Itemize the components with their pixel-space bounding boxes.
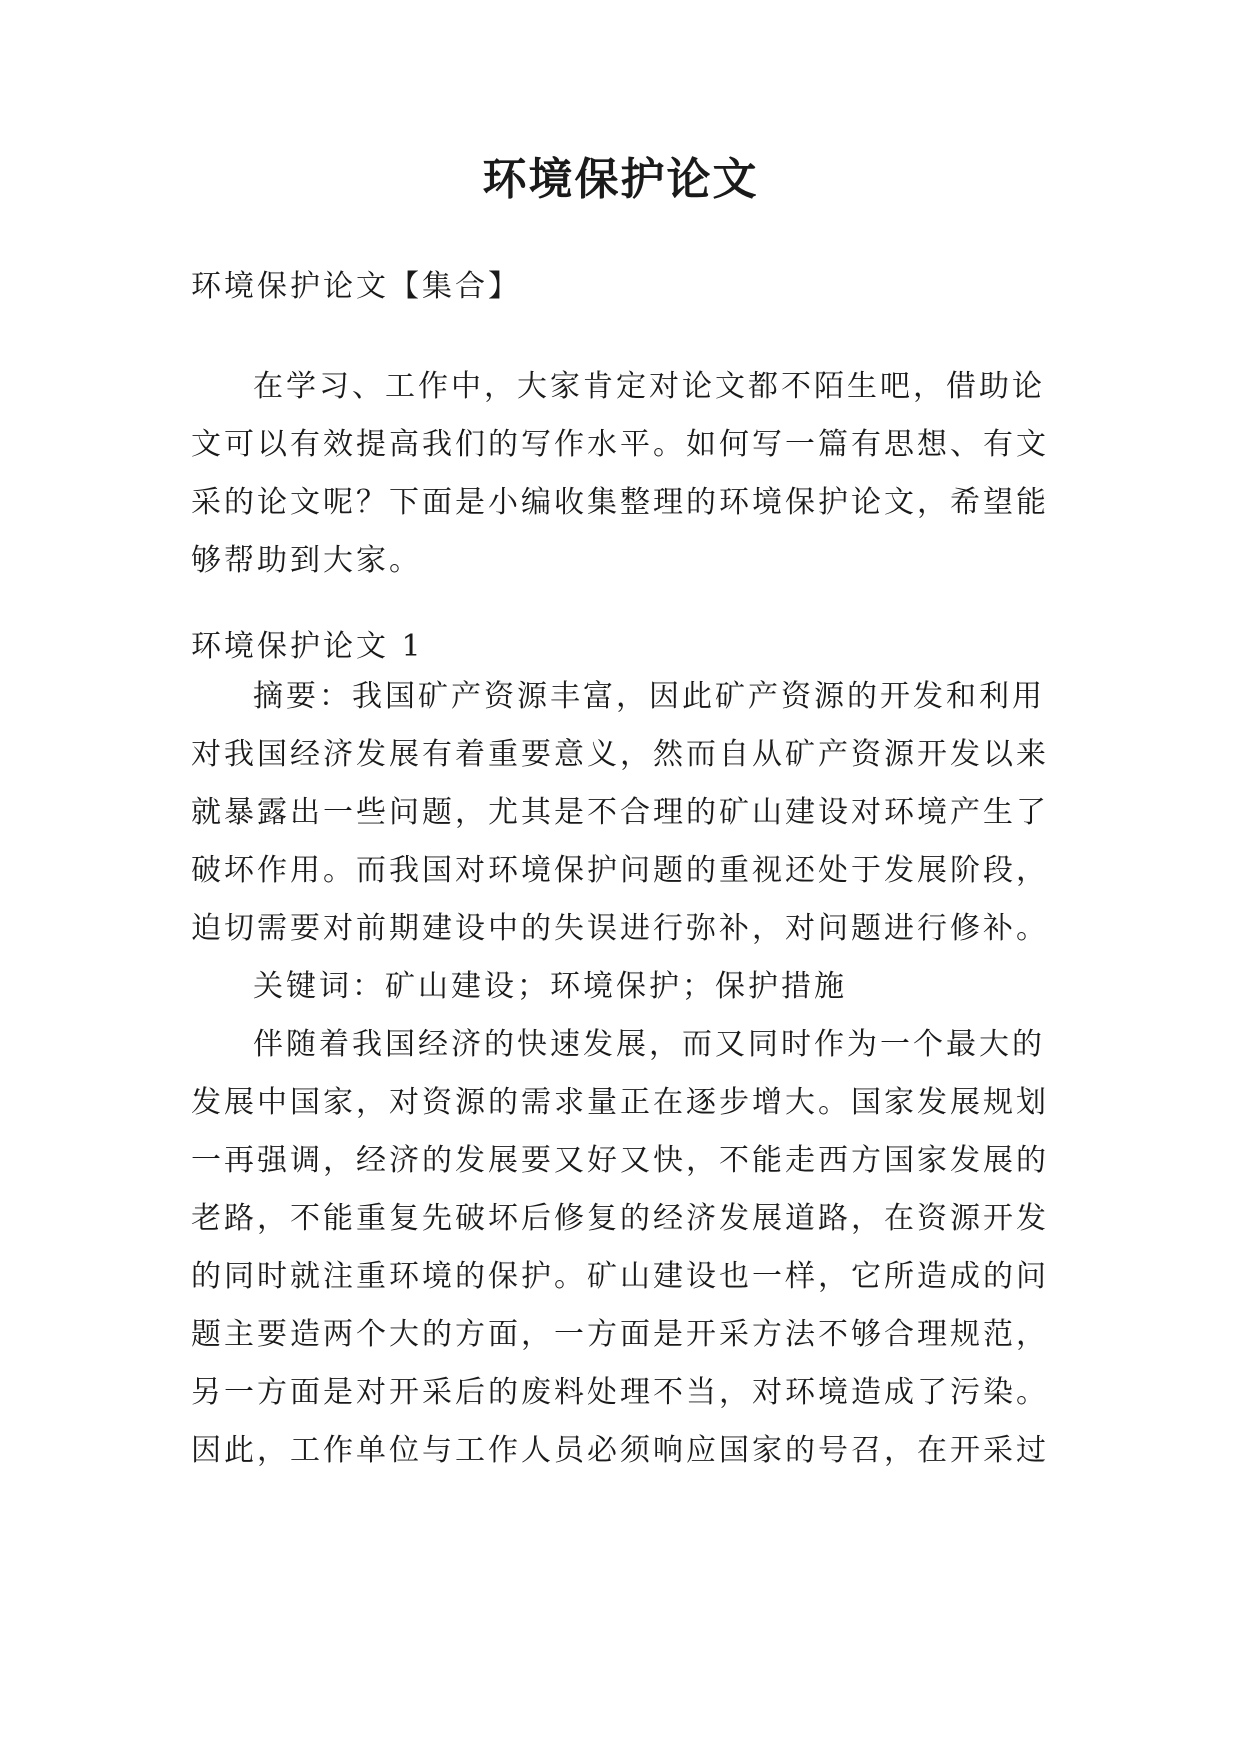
- body-line: 题主要造两个大的方面，一方面是开采方法不够合理规范，: [191, 1317, 1049, 1352]
- abstract-line: 迫切需要对前期建设中的失误进行弥补，对问题进行修补。: [191, 911, 1049, 946]
- document-title: 环境保护论文: [482, 154, 759, 205]
- intro-paragraph: [191, 358, 1051, 590]
- intro-line: 够帮助到大家。: [191, 543, 422, 578]
- abstract-line: 对我国经济发展有着重要意义，然而自从矿产资源开发以来: [191, 737, 1049, 772]
- body-line: 发展中国家，对资源的需求量正在逐步增大。国家发展规划: [191, 1085, 1049, 1120]
- intro-line: 文可以有效提高我们的写作水平。如何写一篇有思想、有文: [191, 427, 1049, 462]
- body-line: 一再强调，经济的发展要又好又快，不能走西方国家发展的: [191, 1143, 1049, 1178]
- document-subtitle: 环境保护论文【集合】: [191, 269, 521, 304]
- abstract-line: 就暴露出一些问题，尤其是不合理的矿山建设对环境产生了: [191, 795, 1049, 830]
- body-line: 老路，不能重复先破坏后修复的经济发展道路，在资源开发: [191, 1201, 1049, 1236]
- abstract-line: 摘要：我国矿产资源丰富，因此矿产资源的开发和利用: [253, 679, 1045, 714]
- keywords-line: [191, 958, 1051, 1016]
- body-line: 另一方面是对开采后的废料处理不当，对环境造成了污染。: [191, 1375, 1049, 1410]
- keywords-text: 关键词：矿山建设；环境保护；保护措施: [253, 969, 847, 1004]
- body-paragraph: [191, 1016, 1051, 1480]
- intro-line: 采的论文呢？下面是小编收集整理的环境保护论文，希望能: [191, 485, 1049, 520]
- abstract-line: 破坏作用。而我国对环境保护问题的重视还处于发展阶段，: [191, 853, 1049, 888]
- body-line: 因此，工作单位与工作人员必须响应国家的号召，在开采过: [191, 1433, 1049, 1468]
- body-line: 的同时就注重环境的保护。矿山建设也一样，它所造成的问: [191, 1259, 1049, 1294]
- body-line: 伴随着我国经济的快速发展，而又同时作为一个最大的: [253, 1027, 1045, 1062]
- intro-line: 在学习、工作中，大家肯定对论文都不陌生吧，借助论: [253, 369, 1045, 404]
- section-heading: 环境保护论文 1: [191, 629, 424, 664]
- abstract-paragraph: [191, 668, 1051, 958]
